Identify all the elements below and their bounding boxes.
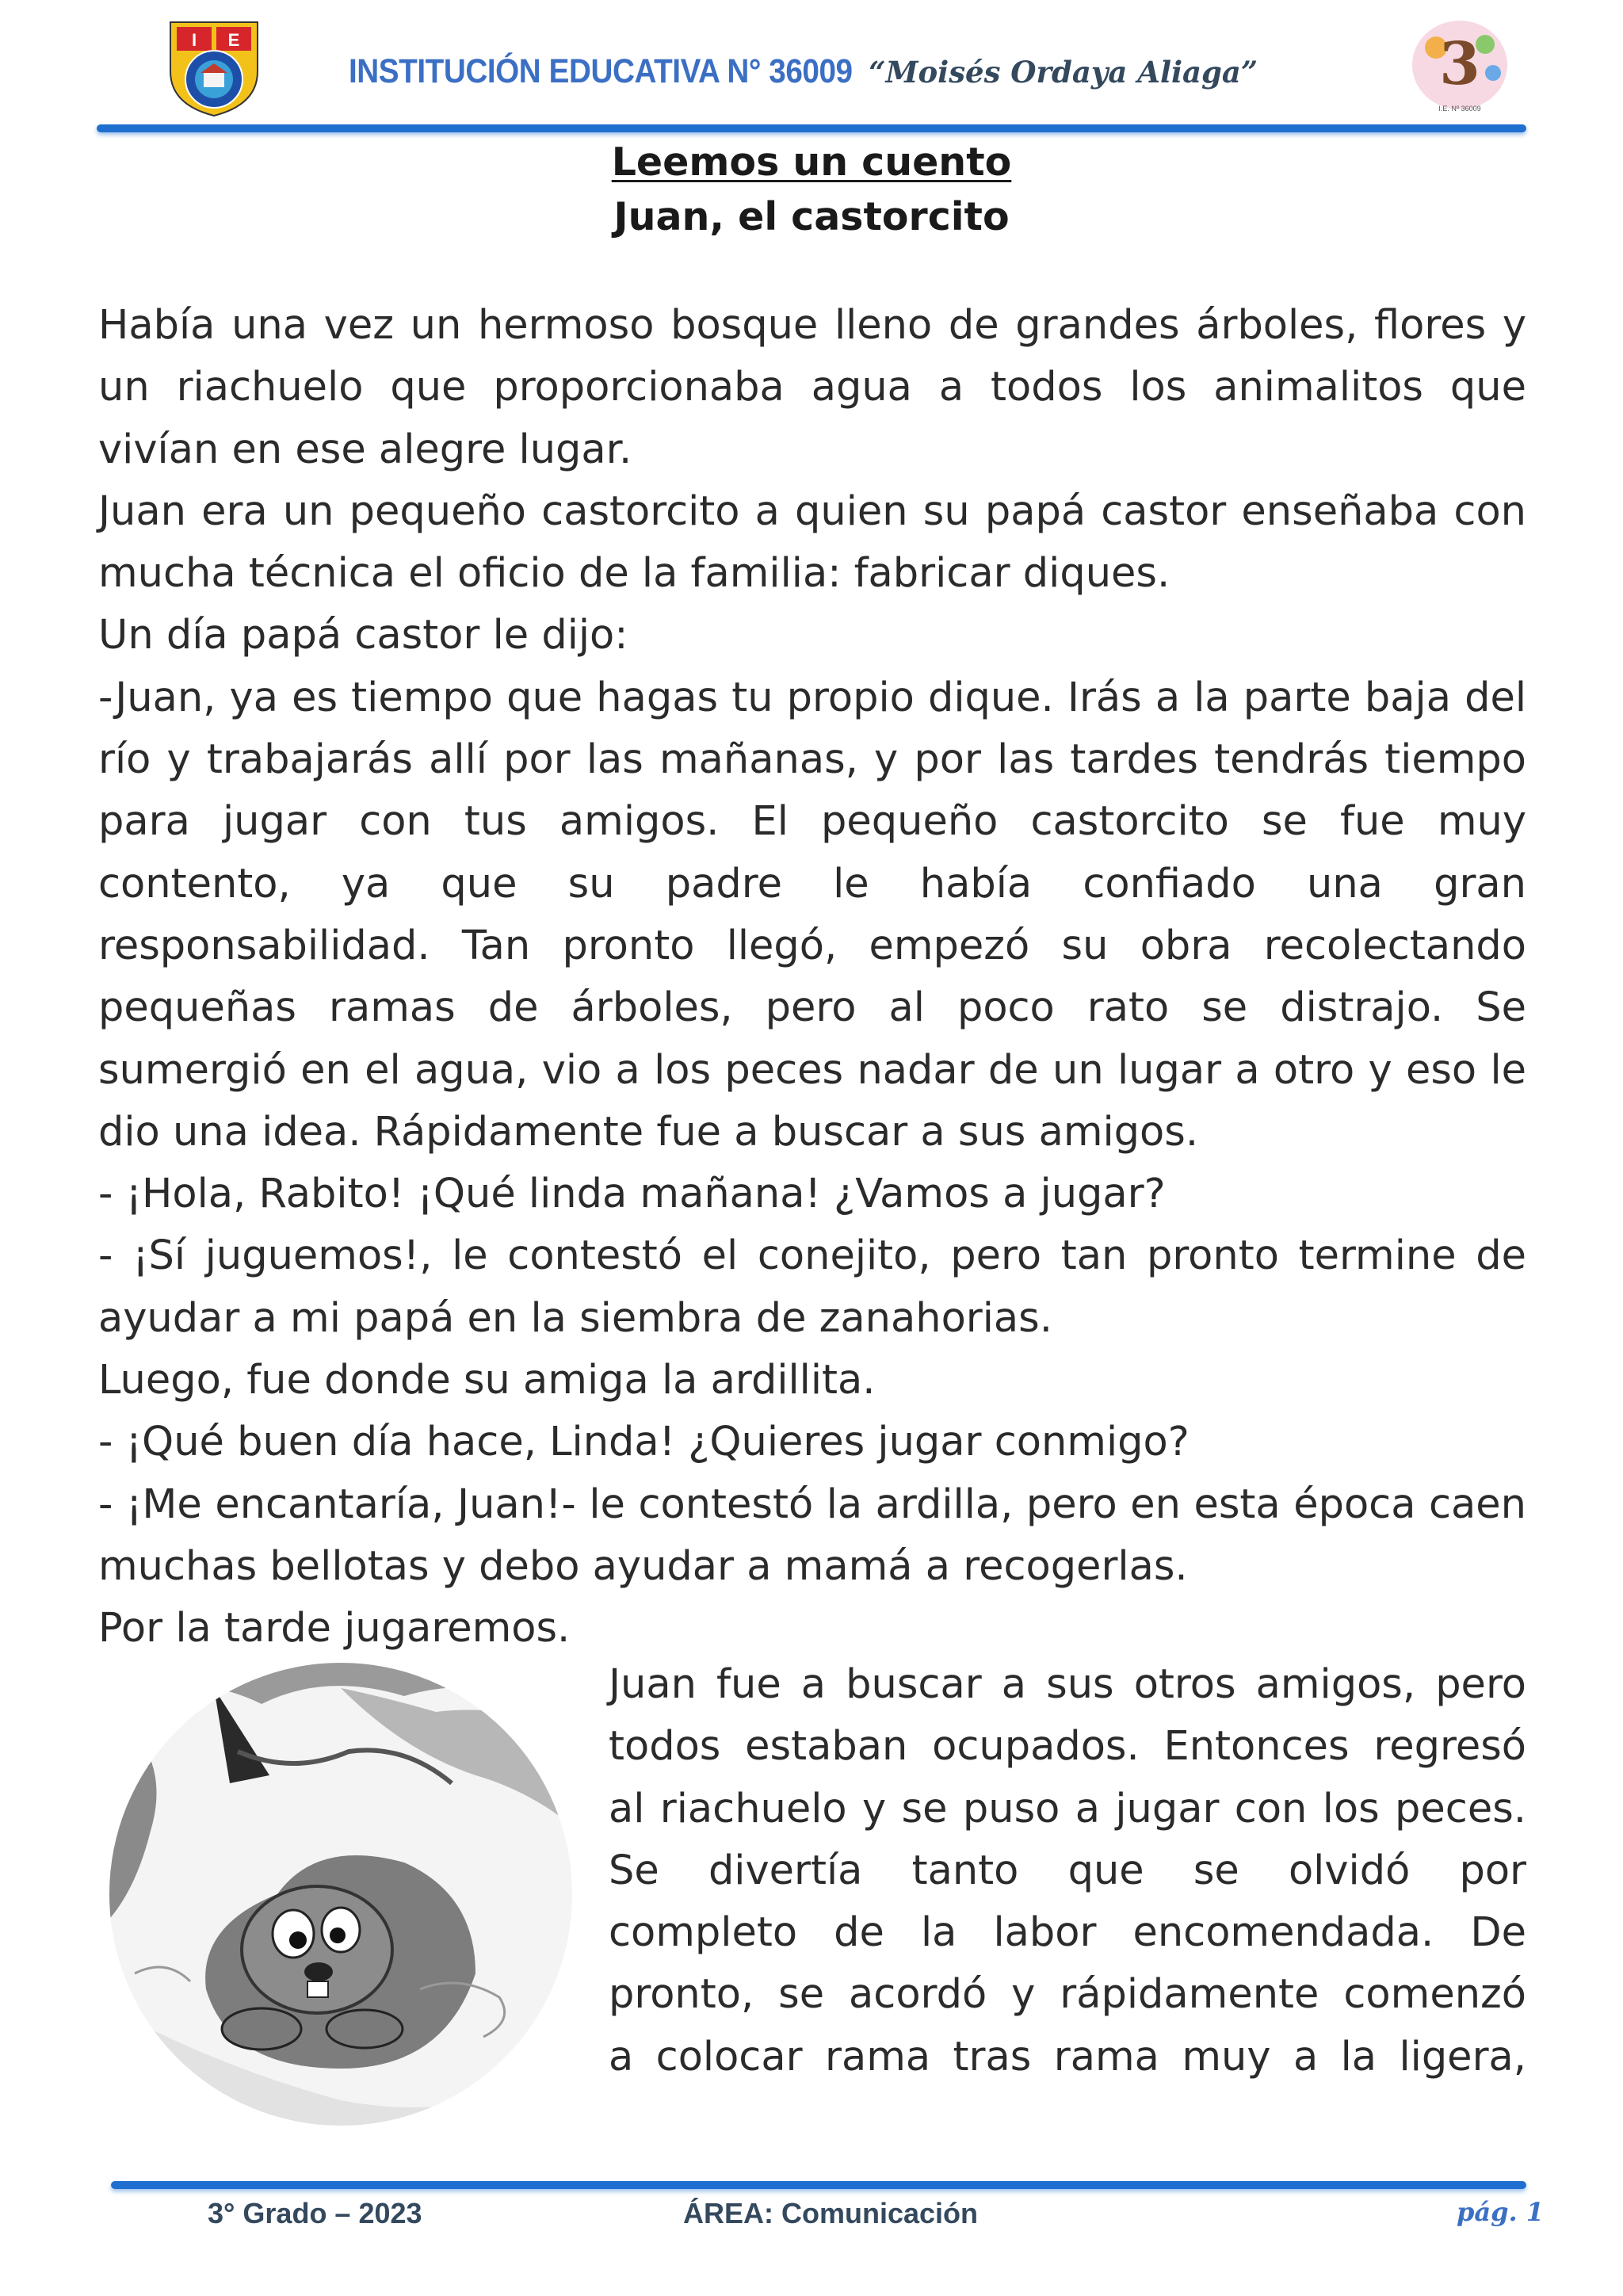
story-line: todos estaban ocupados. Entonces regresó [609, 1723, 1526, 1771]
story-paragraph: Luego, fue donde su amiga la ardillita. [98, 1357, 876, 1404]
story-line: Juan fue a buscar a sus otros amigos, pero [609, 1661, 1526, 1708]
footer-area: ÁREA: Comunicación [683, 2197, 979, 2229]
story-paragraph: - ¡Hola, Rabito! ¡Qué linda mañana! ¿Vamos a jugar? [98, 1171, 1166, 1218]
story-line: al riachuelo y se puso a jugar con los peces. [609, 1785, 1526, 1832]
story-paragraph: - ¡Sí juguemos!, le contestó el conejito, pero tan pronto termine de ayudar a mi papá en la siembra de zanahorias. [98, 1232, 1526, 1342]
school-crest-icon [162, 16, 265, 119]
story-line: completo de la labor encomendada. De [609, 1909, 1526, 1957]
school-name: INSTITUCIÓN EDUCATIVA N° 36009 [349, 52, 853, 90]
story-paragraph: -Juan, ya es tiempo que hagas tu propio dique. Irás a la parte baja del río y trabajarás allí por las mañanas, y por las tardes tendrás tiempo para jugar con tus amigos. El pequeño castorcito se fue muy contento, ya que su padre le había confiado una gran responsabilidad. Tan pronto llegó, empezó su obra recolectando pequeñas ramas de árboles, pero al poco rato se distrajo. Se sumergió en el agua, vio a los peces nadar de un lugar a otro y eso le dio una idea. Rápidamente fue a buscar a sus amigos. [98, 674, 1526, 1156]
story-line: Se divertía tanto que se olvidó por [609, 1847, 1526, 1894]
story-paragraph: Por la tarde jugaremos. [98, 1605, 571, 1652]
story-paragraph: Juan era un pequeño castorcito a quien su papá castor enseñaba con mucha técnica el oficio de la familia: fabricar diques. [98, 487, 1526, 598]
page-header [0, 0, 1623, 143]
story-body [98, 295, 1526, 1660]
story-paragraph: Un día papá castor le dijo: [98, 612, 628, 659]
grade-3-badge-icon [1404, 16, 1515, 119]
story-heading [0, 139, 1623, 186]
story-heading-text: Leemos un cuento [611, 139, 1012, 185]
story-paragraph: - ¡Qué buen día hace, Linda! ¿Quieres jugar conmigo? [98, 1419, 1190, 1466]
story-paragraph: Había una vez un hermoso bosque lleno de grandes árboles, flores y un riachuelo que proporcionaba agua a todos los animalitos que vivían en ese alegre lugar. [98, 302, 1526, 473]
school-motto: “Moisés Ordaya Aliaga” [869, 55, 1258, 90]
story-title: Juan, el castorcito [613, 194, 1010, 239]
story-line: pronto, se acordó y rápidamente comenzó [609, 1971, 1526, 2019]
badge-caption: I.E. Nº 36009 [1438, 105, 1481, 113]
school-title [349, 52, 1258, 91]
story-paragraph: - ¡Me encantaría, Juan!- le contestó la ardilla, pero en esta época caen muchas bellotas y debo ayudar a mamá a recogerlas. [98, 1480, 1526, 1590]
page-number: pág. 1 [1457, 2197, 1545, 2227]
wrapped-story-text [609, 1654, 1526, 2088]
header-divider [97, 124, 1526, 132]
story-line: a colocar rama tras rama muy a la ligera, [609, 2033, 1526, 2080]
badge-number: 3 [1439, 30, 1480, 98]
footer-grade: 3° Grado – 2023 [208, 2197, 422, 2229]
beaver-illustration-icon [103, 1656, 579, 2132]
crest-letter-i: I [191, 30, 197, 50]
footer-divider [111, 2181, 1526, 2189]
crest-letter-e: E [227, 30, 240, 50]
